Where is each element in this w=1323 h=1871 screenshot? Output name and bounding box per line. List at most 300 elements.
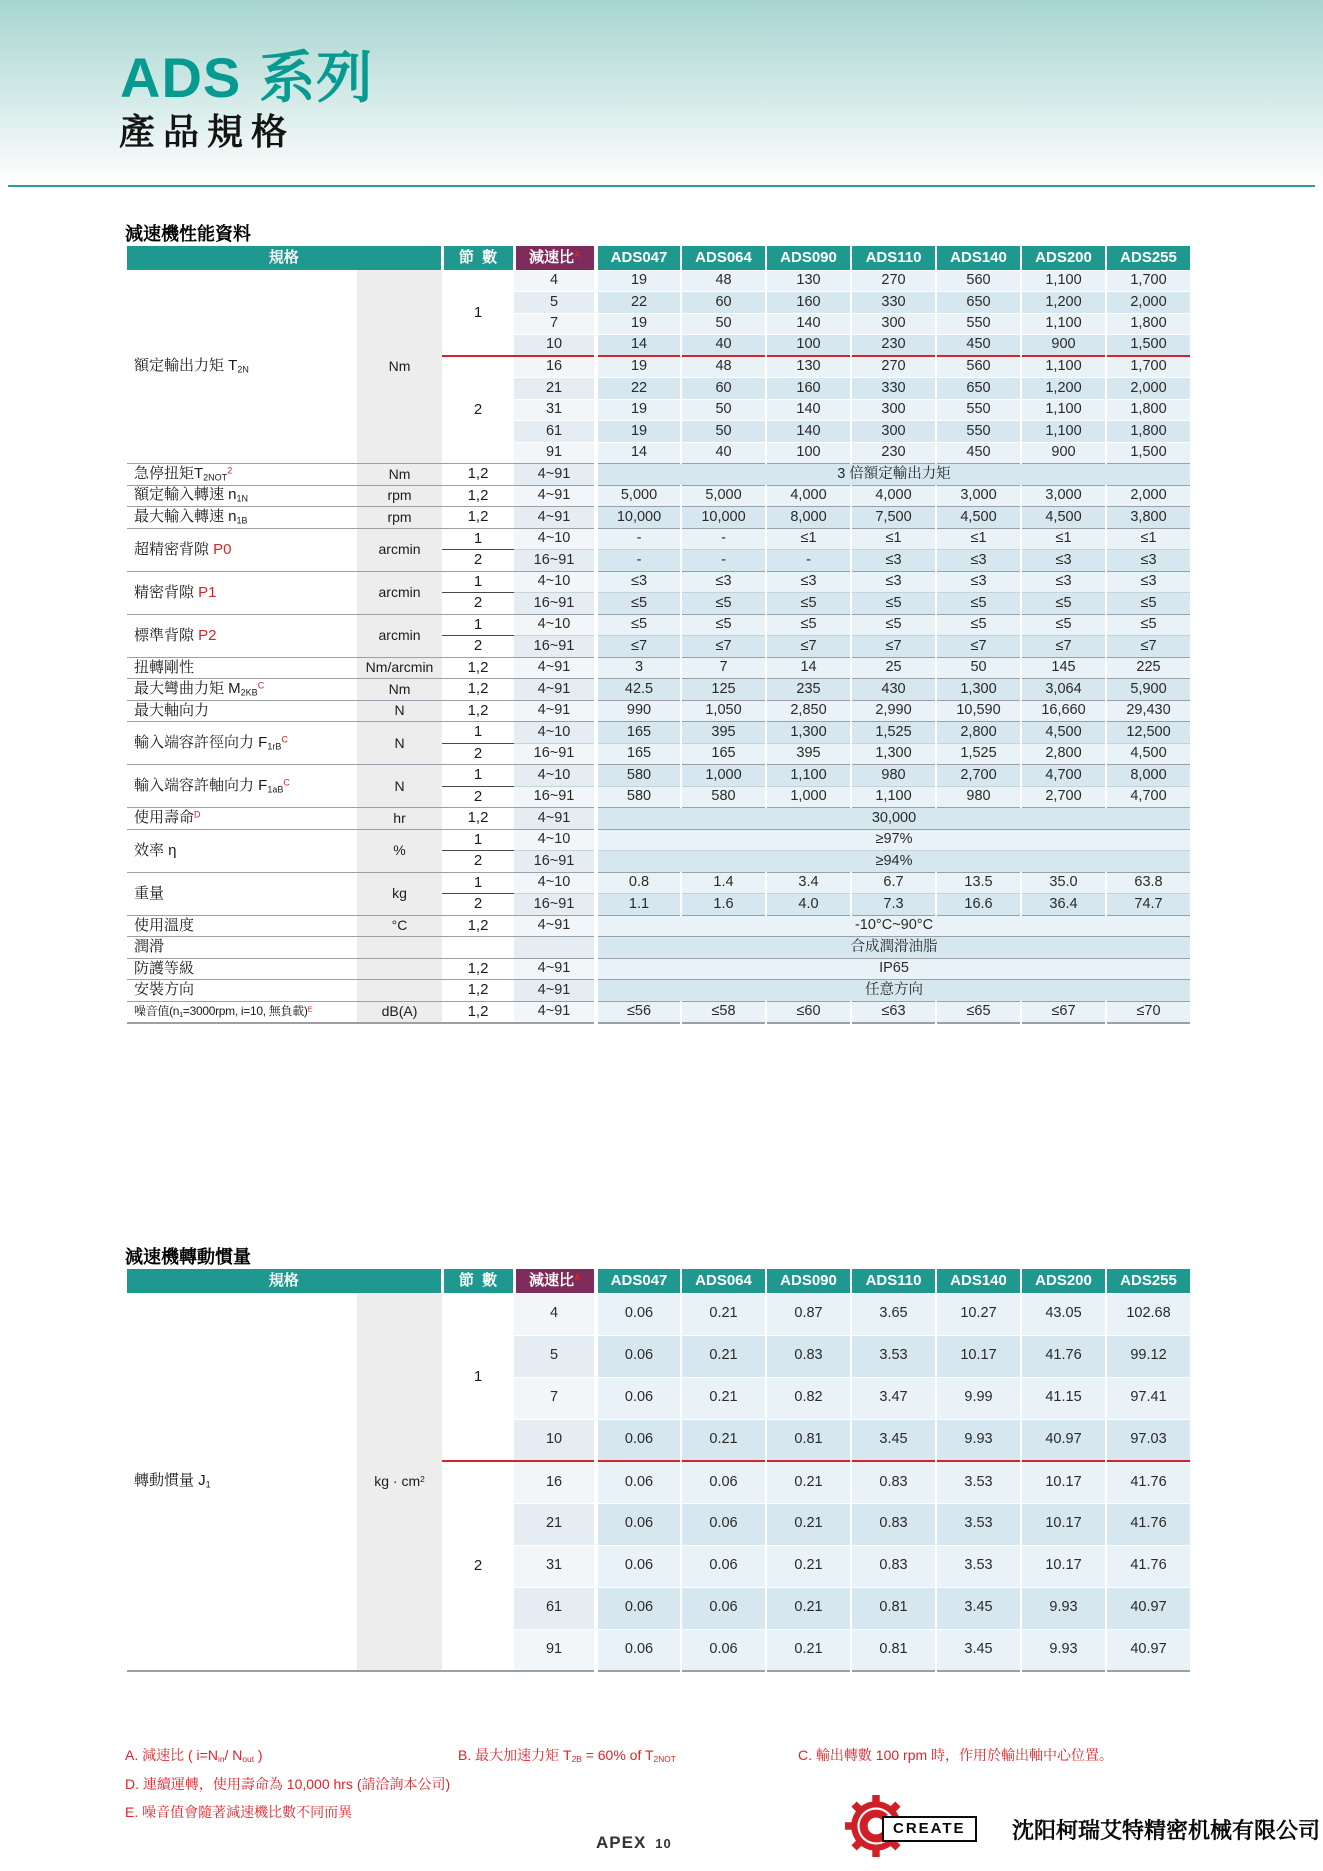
data-value: 0.06: [596, 1629, 681, 1671]
data-value: 3.53: [936, 1503, 1021, 1545]
label-segment: 減速比: [529, 248, 575, 266]
company-name: 沈阳柯瑞艾特精密机械有限公司: [1012, 1818, 1321, 1843]
data-value: ≤7: [1106, 636, 1190, 658]
column-header-model-ads255: ADS255: [1106, 1269, 1190, 1293]
ratio-value: 4~91: [514, 485, 596, 507]
data-value: 0.83: [851, 1545, 936, 1587]
data-value: 16.6: [936, 894, 1021, 916]
data-value: 125: [681, 679, 766, 701]
data-value: 0.21: [766, 1461, 851, 1503]
label-segment: =3000rpm, i=10, 無負載): [182, 1003, 308, 1018]
column-header-model-ads200: ADS200: [1021, 246, 1106, 270]
merged-data-value: ≥94%: [596, 851, 1190, 873]
data-value: 3,000: [936, 485, 1021, 507]
label-segment: 轉動慣量 J: [134, 1472, 206, 1490]
label-segment: D: [194, 809, 201, 820]
data-value: 10.27: [936, 1293, 1021, 1335]
data-value: ≤3: [1106, 550, 1190, 572]
unit-label: [357, 1293, 442, 1671]
data-value: ≤70: [1106, 1001, 1190, 1023]
spec-label: [127, 571, 357, 614]
unit-label: [357, 679, 442, 701]
data-value: ≤5: [936, 614, 1021, 636]
unit-label: [357, 958, 442, 980]
data-value: 0.06: [596, 1377, 681, 1419]
data-value: 97.41: [1106, 1377, 1190, 1419]
ratio-value: 4~91: [514, 679, 596, 701]
data-value: 0.21: [681, 1335, 766, 1377]
data-value: 1,800: [1106, 313, 1190, 335]
label-segment: / N: [224, 1747, 243, 1763]
unit-label: [357, 937, 442, 959]
ratio-value: 7: [514, 1377, 596, 1419]
data-value: 0.81: [766, 1419, 851, 1461]
page-footer-label: [596, 1833, 672, 1853]
data-value: ≤67: [1021, 1001, 1106, 1023]
data-value: 10,590: [936, 700, 1021, 722]
data-value: 650: [936, 378, 1021, 400]
label-segment: B. 最大加速力矩 T: [458, 1747, 572, 1763]
data-value: 50: [936, 657, 1021, 679]
label-segment: N: [394, 734, 405, 751]
ratio-value: 16: [514, 356, 596, 378]
stage-value: 1,2: [442, 485, 514, 507]
spec-label: [127, 614, 357, 657]
column-header-stages: 節 數: [442, 246, 514, 270]
label-segment: A: [574, 249, 581, 260]
data-value: 0.21: [766, 1629, 851, 1671]
stage-value: 1: [442, 722, 514, 744]
data-value: 14: [766, 657, 851, 679]
data-value: 2,000: [1106, 485, 1190, 507]
data-value: 130: [766, 270, 851, 292]
column-header-ratio: [514, 1269, 596, 1293]
footnote-e: [125, 1802, 352, 1822]
stage-value: 1: [442, 614, 514, 636]
column-header-model-ads047: ADS047: [596, 1269, 681, 1293]
ratio-value: 4~91: [514, 1001, 596, 1023]
data-value: ≤65: [936, 1001, 1021, 1023]
data-value: ≤3: [596, 571, 681, 593]
data-value: 2,700: [1021, 786, 1106, 808]
data-value: 430: [851, 679, 936, 701]
ratio-value: 16~91: [514, 894, 596, 916]
spec-label: [127, 700, 357, 722]
label-segment: kg: [392, 885, 407, 902]
stage-value: 2: [442, 786, 514, 808]
data-value: 1,500: [1106, 335, 1190, 357]
label-segment: 2B: [571, 1754, 582, 1765]
label-segment: = 60% of T: [581, 1747, 654, 1763]
data-value: 19: [596, 270, 681, 292]
data-value: 99.12: [1106, 1335, 1190, 1377]
spec-label: [127, 937, 357, 959]
data-value: 0.82: [766, 1377, 851, 1419]
label-segment: 效率 η: [134, 841, 177, 859]
column-header-model-ads110: ADS110: [851, 246, 936, 270]
data-value: ≤3: [1021, 550, 1106, 572]
data-value: 1,300: [936, 679, 1021, 701]
stage-value: 1: [442, 765, 514, 787]
data-value: 330: [851, 378, 936, 400]
data-value: 50: [681, 313, 766, 335]
data-value: 42.5: [596, 679, 681, 701]
ratio-value: 31: [514, 1545, 596, 1587]
ratio-value: 91: [514, 442, 596, 464]
ratio-value: 16: [514, 1461, 596, 1503]
stage-value: 2: [442, 743, 514, 765]
stage-value: 2: [442, 593, 514, 615]
data-value: 140: [766, 399, 851, 421]
data-value: ≤5: [936, 593, 1021, 615]
data-value: 550: [936, 399, 1021, 421]
data-value: ≤5: [1106, 614, 1190, 636]
data-value: 3.45: [851, 1419, 936, 1461]
data-value: 9.93: [936, 1419, 1021, 1461]
data-value: 0.81: [851, 1587, 936, 1629]
data-value: 100: [766, 442, 851, 464]
series-suffix: 系列: [259, 46, 374, 109]
data-value: 19: [596, 421, 681, 443]
label-segment: 扭轉剛性: [134, 658, 195, 676]
stage-value: 1,2: [442, 679, 514, 701]
label-segment: Nm: [388, 465, 411, 482]
table-row: [127, 937, 1190, 959]
series-name: ADS: [120, 46, 242, 109]
label-segment: hr: [393, 809, 406, 826]
merged-data-value: ≥97%: [596, 829, 1190, 851]
label-segment: 額定輸出力矩 T: [134, 357, 238, 375]
table-row: [127, 614, 1190, 636]
ratio-value: 16~91: [514, 636, 596, 658]
label-segment: Nm: [388, 358, 411, 375]
data-value: 2,850: [766, 700, 851, 722]
data-value: 0.06: [596, 1545, 681, 1587]
data-value: 41.15: [1021, 1377, 1106, 1419]
table-row: [127, 765, 1190, 787]
data-value: 9.99: [936, 1377, 1021, 1419]
stage-value: 2: [442, 851, 514, 873]
ratio-value: 4~10: [514, 765, 596, 787]
unit-label: [357, 808, 442, 830]
label-segment: %: [393, 842, 406, 859]
spec-label: [127, 980, 357, 1002]
ratio-value: 10: [514, 1419, 596, 1461]
data-value: 10,000: [681, 507, 766, 529]
table-row: [127, 980, 1190, 1002]
ratio-value: 4~10: [514, 722, 596, 744]
data-value: 225: [1106, 657, 1190, 679]
data-value: ≤5: [851, 614, 936, 636]
unit-label: [357, 485, 442, 507]
label-segment: E: [307, 1004, 313, 1014]
data-value: 13.5: [936, 872, 1021, 894]
data-value: 0.06: [596, 1503, 681, 1545]
data-value: 5,900: [1106, 679, 1190, 701]
label-segment: arcmin: [378, 541, 421, 558]
stage-value: 2: [442, 636, 514, 658]
data-value: 50: [681, 399, 766, 421]
ratio-value: 4~91: [514, 980, 596, 1002]
data-value: 12,500: [1106, 722, 1190, 744]
data-value: 4,500: [936, 507, 1021, 529]
table-row: [127, 829, 1190, 851]
ratio-value: 61: [514, 421, 596, 443]
merged-data-value: -10°C~90°C: [596, 915, 1190, 937]
stage-value: 1,2: [442, 958, 514, 980]
label-segment: 1: [205, 1479, 211, 1490]
data-value: 980: [851, 765, 936, 787]
data-value: 40.97: [1106, 1587, 1190, 1629]
label-segment: 減速比: [529, 1271, 575, 1289]
label-segment: 1aB: [267, 783, 284, 794]
stage-value: 1: [442, 872, 514, 894]
data-value: 2,800: [936, 722, 1021, 744]
footnote-a: [125, 1745, 263, 1765]
data-value: 0.06: [596, 1587, 681, 1629]
data-value: 580: [596, 786, 681, 808]
data-value: 450: [936, 442, 1021, 464]
data-value: 300: [851, 313, 936, 335]
data-value: 35.0: [1021, 872, 1106, 894]
label-segment: P1: [198, 583, 217, 601]
data-value: ≤1: [851, 528, 936, 550]
data-value: ≤7: [1021, 636, 1106, 658]
table-row: [127, 657, 1190, 679]
data-value: 580: [681, 786, 766, 808]
data-value: 580: [596, 765, 681, 787]
data-value: 0.06: [596, 1335, 681, 1377]
data-value: 10.17: [1021, 1461, 1106, 1503]
data-value: 74.7: [1106, 894, 1190, 916]
data-value: 3.65: [851, 1293, 936, 1335]
table-row: [127, 464, 1190, 486]
column-header-spec: 規格: [127, 1269, 442, 1293]
footnote-b: [458, 1745, 676, 1765]
data-value: 7.3: [851, 894, 936, 916]
ratio-value: 7: [514, 313, 596, 335]
column-header-stages: 節 數: [442, 1269, 514, 1293]
data-value: 1,525: [936, 743, 1021, 765]
label-segment: Nm/arcmin: [365, 659, 434, 676]
data-value: 1,700: [1106, 356, 1190, 378]
data-value: 41.76: [1021, 1335, 1106, 1377]
data-value: ≤1: [936, 528, 1021, 550]
data-value: 560: [936, 356, 1021, 378]
stage-value: 1,2: [442, 700, 514, 722]
data-value: ≤3: [681, 571, 766, 593]
data-value: 1,525: [851, 722, 936, 744]
ratio-value: 5: [514, 1335, 596, 1377]
performance-table-mount: [127, 246, 1190, 1024]
data-value: 160: [766, 292, 851, 314]
data-value: ≤5: [681, 614, 766, 636]
data-value: 25: [851, 657, 936, 679]
data-value: 3.47: [851, 1377, 936, 1419]
data-value: 140: [766, 421, 851, 443]
data-value: 40: [681, 335, 766, 357]
data-value: 0.21: [681, 1419, 766, 1461]
data-value: 48: [681, 270, 766, 292]
data-value: 3.53: [936, 1461, 1021, 1503]
ratio-value: 91: [514, 1629, 596, 1671]
data-value: 650: [936, 292, 1021, 314]
data-value: 102.68: [1106, 1293, 1190, 1335]
label-segment: 2: [227, 465, 233, 476]
label-segment: P2: [198, 626, 217, 644]
data-value: 3.53: [936, 1545, 1021, 1587]
table-row: [127, 1001, 1190, 1023]
spec-label: [127, 528, 357, 571]
footnote-c: [798, 1745, 1113, 1765]
data-value: ≤63: [851, 1001, 936, 1023]
ratio-value: 4~91: [514, 507, 596, 529]
unit-label: [357, 872, 442, 915]
data-value: 5,000: [681, 485, 766, 507]
data-value: -: [766, 550, 851, 572]
label-segment: 急停扭矩T: [134, 464, 204, 482]
data-value: 270: [851, 270, 936, 292]
ratio-value: 4~91: [514, 915, 596, 937]
table-row: [127, 528, 1190, 550]
data-value: 395: [766, 743, 851, 765]
create-logo-text: CREATE: [882, 1816, 977, 1842]
data-value: 140: [766, 313, 851, 335]
label-segment: D. 連續運轉，使用壽命為 10,000 hrs (請洽詢本公司): [125, 1776, 451, 1792]
data-value: 3,000: [1021, 485, 1106, 507]
data-value: 130: [766, 356, 851, 378]
column-header-model-ads110: ADS110: [851, 1269, 936, 1293]
data-value: 3: [596, 657, 681, 679]
data-value: 60: [681, 378, 766, 400]
unit-label: [357, 829, 442, 872]
label-segment: E. 噪音值會隨著減速機比數不同而異: [125, 1804, 353, 1820]
label-segment: 1rB: [267, 740, 282, 751]
spec-label: [127, 765, 357, 808]
ratio-value: 21: [514, 378, 596, 400]
data-value: 6.7: [851, 872, 936, 894]
data-value: 22: [596, 292, 681, 314]
data-value: 0.06: [681, 1629, 766, 1671]
data-value: -: [596, 528, 681, 550]
data-value: 40.97: [1021, 1419, 1106, 1461]
label-segment: 最大彎曲力矩 M: [134, 679, 241, 697]
ratio-value: 4~91: [514, 808, 596, 830]
data-value: 41.76: [1106, 1461, 1190, 1503]
spec-label: [127, 679, 357, 701]
data-value: 165: [596, 722, 681, 744]
table-row: [127, 485, 1190, 507]
spec-label: [127, 1293, 357, 1671]
data-value: 4,700: [1106, 786, 1190, 808]
stage-value: 1: [442, 270, 514, 356]
data-value: 29,430: [1106, 700, 1190, 722]
data-value: 1,000: [766, 786, 851, 808]
data-value: 1.4: [681, 872, 766, 894]
data-value: ≤1: [1021, 528, 1106, 550]
data-value: 10.17: [1021, 1545, 1106, 1587]
data-value: 0.21: [766, 1503, 851, 1545]
data-value: 550: [936, 313, 1021, 335]
data-value: 0.06: [681, 1503, 766, 1545]
data-value: 2,800: [1021, 743, 1106, 765]
table-row: [127, 1293, 1190, 1335]
data-value: 36.4: [1021, 894, 1106, 916]
label-segment: C: [281, 734, 288, 745]
data-value: 19: [596, 356, 681, 378]
data-value: 3,800: [1106, 507, 1190, 529]
data-value: 1.1: [596, 894, 681, 916]
unit-label: [357, 915, 442, 937]
stage-value: 1: [442, 571, 514, 593]
column-header-model-ads200: ADS200: [1021, 1269, 1106, 1293]
spec-label: [127, 958, 357, 980]
data-value: ≤58: [681, 1001, 766, 1023]
table-row: [127, 571, 1190, 593]
label-segment: 2KB: [240, 687, 258, 698]
data-value: -: [681, 528, 766, 550]
label-segment: N: [394, 702, 405, 719]
label-segment: 精密背隙: [134, 583, 199, 601]
label-segment: 額定輸入轉速 n: [134, 486, 237, 504]
ratio-value: 16~91: [514, 851, 596, 873]
spec-label: [127, 722, 357, 765]
data-value: 3.45: [936, 1587, 1021, 1629]
stage-value: 2: [442, 550, 514, 572]
data-value: 2,700: [936, 765, 1021, 787]
ratio-value: 4~10: [514, 829, 596, 851]
table-row: [127, 700, 1190, 722]
data-value: 63.8: [1106, 872, 1190, 894]
data-value: 330: [851, 292, 936, 314]
unit-label: [357, 980, 442, 1002]
data-value: 550: [936, 421, 1021, 443]
unit-label: [357, 722, 442, 765]
label-segment: °C: [391, 917, 408, 934]
merged-data-value: 任意方向: [596, 980, 1190, 1002]
label-segment: 1N: [236, 493, 249, 504]
label-segment: 噪音值(n: [134, 1003, 180, 1018]
unit-label: [357, 765, 442, 808]
data-value: 19: [596, 313, 681, 335]
data-value: ≤3: [851, 571, 936, 593]
data-value: 1,100: [1021, 421, 1106, 443]
ratio-value: 4~10: [514, 528, 596, 550]
label-segment: Nm: [388, 680, 411, 697]
label-segment: A: [574, 1272, 581, 1283]
data-value: 3.4: [766, 872, 851, 894]
label-segment: rpm: [387, 508, 412, 525]
data-value: 2,000: [1106, 292, 1190, 314]
stage-value: 1,2: [442, 980, 514, 1002]
label-segment: 2: [420, 1473, 425, 1484]
data-value: 10.17: [936, 1335, 1021, 1377]
inertia-table-mount: [127, 1269, 1190, 1672]
data-value: 0.06: [596, 1461, 681, 1503]
spec-label: [127, 485, 357, 507]
data-value: 0.06: [681, 1587, 766, 1629]
data-value: 19: [596, 399, 681, 421]
data-value: 0.81: [851, 1629, 936, 1671]
column-header-model-ads090: ADS090: [766, 246, 851, 270]
ratio-value: 16~91: [514, 550, 596, 572]
spec-label: [127, 808, 357, 830]
data-value: 1,800: [1106, 421, 1190, 443]
column-header-model-ads064: ADS064: [681, 246, 766, 270]
stage-value: [442, 937, 514, 959]
data-value: 0.06: [681, 1545, 766, 1587]
column-header-model-ads140: ADS140: [936, 1269, 1021, 1293]
